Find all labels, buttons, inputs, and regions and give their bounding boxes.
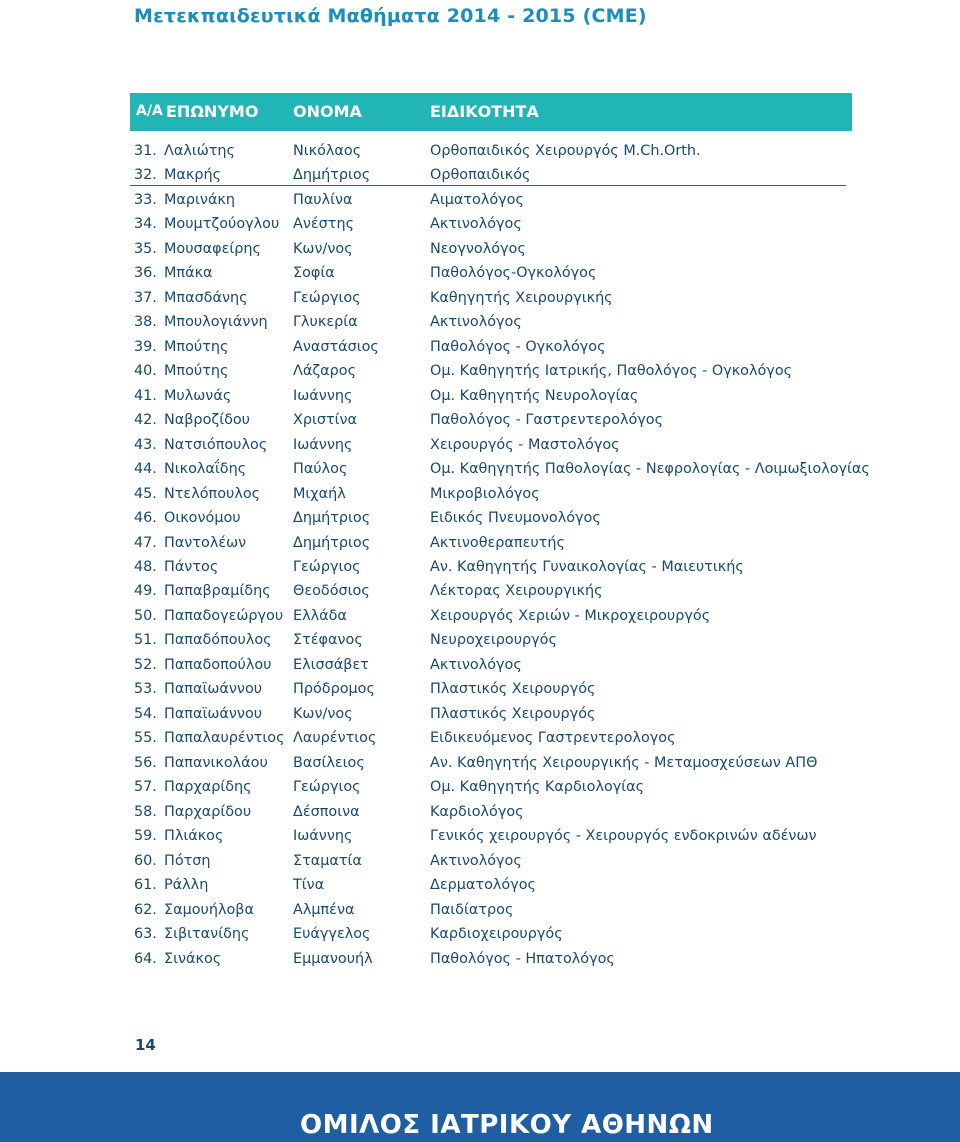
row-name: Θεοδόσιος bbox=[293, 583, 370, 600]
row-name: Βασίλειος bbox=[293, 754, 365, 771]
row-surname: Παντολέων bbox=[164, 534, 247, 551]
row-surname: Πότση bbox=[164, 852, 211, 869]
row-index: 47. bbox=[134, 534, 157, 551]
row-name: Δημήτριος bbox=[293, 167, 371, 184]
row-index: 42. bbox=[134, 412, 157, 429]
row-index: 54. bbox=[134, 705, 157, 722]
row-name: Ιωάννης bbox=[293, 387, 353, 404]
row-specialty: Ομ. Καθηγητής Παθολογίας - Νεφρολογίας - Λοιμωξιολογίας bbox=[430, 461, 870, 478]
row-specialty: Παθολόγος - Γαστρεντερολόγος bbox=[430, 412, 664, 429]
row-index: 60. bbox=[134, 852, 157, 869]
row-index: 59. bbox=[134, 828, 157, 845]
row-specialty: Παιδίατρος bbox=[430, 901, 514, 918]
row-surname: Οικονόμου bbox=[164, 510, 241, 527]
footer-bar bbox=[0, 1072, 960, 1142]
row-name: Γεώργιος bbox=[293, 558, 361, 575]
footer-brand: ΟΜΙΛΟΣ ΙΑΤΡΙΚΟΥ ΑΘΗΝΩΝ bbox=[300, 1110, 714, 1140]
row-index: 46. bbox=[134, 510, 157, 527]
row-surname: Μπούτης bbox=[164, 338, 229, 355]
row-specialty: Μικροβιολόγος bbox=[430, 485, 540, 502]
row-specialty: Αν. Καθηγητής Χειρουργικής - Μεταμοσχεύσεων ΑΠΘ bbox=[430, 754, 818, 771]
row-name: Παύλος bbox=[293, 461, 348, 478]
header-name: ΟΝΟΜΑ bbox=[293, 102, 362, 121]
row-specialty: Ειδικευόμενος Γαστρεντερολογος bbox=[430, 730, 676, 747]
row-index: 32. bbox=[134, 167, 157, 184]
row-specialty: Ορθοπαιδικός Χειρουργός M.Ch.Orth. bbox=[430, 143, 701, 159]
row-surname: Παπαϊωάννου bbox=[164, 705, 263, 722]
row-surname: Παπαϊωάννου bbox=[164, 681, 263, 698]
row-index: 31. bbox=[134, 143, 157, 159]
row-specialty: Παθολόγος-Ογκολόγος bbox=[430, 265, 597, 282]
row-surname: Παρχαρίδης bbox=[164, 779, 252, 796]
row-index: 33. bbox=[134, 191, 157, 208]
row-specialty: Νεογνολόγος bbox=[430, 240, 526, 257]
row-name: Χριστίνα bbox=[293, 412, 358, 429]
row-name: Λάζαρος bbox=[293, 363, 357, 380]
row-surname: Μουσαφείρης bbox=[164, 240, 261, 257]
row-name: Σοφία bbox=[293, 265, 335, 282]
row-surname: Μακρής bbox=[164, 167, 222, 184]
row-surname: Μπάκα bbox=[164, 265, 213, 282]
header-surname: ΕΠΩΝΥΜΟ bbox=[166, 102, 259, 121]
row-index: 58. bbox=[134, 803, 157, 820]
row-name: Κων/νος bbox=[293, 705, 353, 722]
row-surname: Ναβροζίδου bbox=[164, 412, 251, 429]
row-index: 53. bbox=[134, 681, 157, 698]
row-specialty: Δερματολόγος bbox=[430, 877, 536, 894]
row-index: 38. bbox=[134, 314, 157, 331]
row-name: Ιωάννης bbox=[293, 436, 353, 453]
table-header bbox=[130, 93, 852, 131]
row-specialty: Πλαστικός Χειρουργός bbox=[430, 705, 596, 722]
row-surname: Μαρινάκη bbox=[164, 191, 236, 208]
row-name: Λαυρέντιος bbox=[293, 730, 377, 747]
row-specialty: Νευροχειρουργός bbox=[430, 632, 557, 649]
row-name: Δημήτριος bbox=[293, 510, 371, 527]
row-specialty: Καρδιολόγος bbox=[430, 803, 524, 820]
row-surname: Πλιάκος bbox=[164, 828, 224, 845]
row-specialty: Πλαστικός Χειρουργός bbox=[430, 681, 596, 698]
row-name: Νικόλαος bbox=[293, 143, 362, 159]
row-index: 44. bbox=[134, 461, 157, 478]
row-specialty: Αιματολόγος bbox=[430, 191, 524, 208]
row-index: 39. bbox=[134, 338, 157, 355]
row-specialty: Ακτινολόγος bbox=[430, 656, 522, 673]
row-specialty: Ακτινολόγος bbox=[430, 852, 522, 869]
row-index: 51. bbox=[134, 632, 157, 649]
row-index: 62. bbox=[134, 901, 157, 918]
row-surname: Σαμουήλοβα bbox=[164, 901, 254, 918]
row-index: 50. bbox=[134, 607, 157, 624]
row-index: 40. bbox=[134, 363, 157, 380]
row-specialty: Ακτινολόγος bbox=[430, 216, 522, 233]
row-name: Ευάγγελος bbox=[293, 926, 371, 943]
row-name: Αλμπένα bbox=[293, 901, 355, 918]
row-index: 34. bbox=[134, 216, 157, 233]
row-name: Δημήτριος bbox=[293, 534, 371, 551]
row-index: 52. bbox=[134, 656, 157, 673]
row-surname: Μπούτης bbox=[164, 363, 229, 380]
row-surname: Μπουλογιάννη bbox=[164, 314, 268, 331]
row-surname: Μπασδάνης bbox=[164, 289, 248, 306]
row-specialty: Ακτινολόγος bbox=[430, 314, 522, 331]
row-surname: Παπαβραμίδης bbox=[164, 583, 271, 600]
row-surname: Πάντος bbox=[164, 558, 219, 575]
row-name: Ελλάδα bbox=[293, 607, 347, 624]
row-name: Γεώργιος bbox=[293, 289, 361, 306]
row-surname: Παπαδογεώργου bbox=[164, 607, 284, 624]
row-surname: Νικολαΐδης bbox=[164, 461, 247, 478]
row-specialty: Παθολόγος - Ογκολόγος bbox=[430, 338, 606, 355]
page-title: Μετεκπαιδευτικά Μαθήματα 2014 - 2015 (CME) bbox=[134, 5, 647, 27]
row-name: Ελισσάβετ bbox=[293, 656, 369, 673]
row-specialty: Ομ. Καθηγητής Ιατρικής, Παθολόγος - Ογκολόγος bbox=[430, 363, 793, 380]
row-surname: Παπαλαυρέντιος bbox=[164, 730, 285, 747]
row-index: 43. bbox=[134, 436, 157, 453]
row-surname: Μυλωνάς bbox=[164, 387, 232, 404]
row-name: Εμμανουήλ bbox=[293, 950, 373, 967]
row-index: 57. bbox=[134, 779, 157, 796]
header-specialty: ΕΙΔΙΚΟΤΗΤΑ bbox=[430, 102, 539, 121]
row-name: Κων/νος bbox=[293, 240, 353, 257]
row-name: Πρόδρομος bbox=[293, 681, 375, 698]
row-specialty: Καρδιοχειρουργός bbox=[430, 926, 563, 943]
row-specialty: Ομ. Καθηγητής Καρδιολογίας bbox=[430, 779, 645, 796]
row-specialty: Ακτινοθεραπευτής bbox=[430, 534, 565, 551]
row-index: 35. bbox=[134, 240, 157, 257]
row-name: Στέφανος bbox=[293, 632, 363, 649]
row-specialty: Ορθοπαιδικός bbox=[430, 167, 531, 184]
row-name: Ιωάννης bbox=[293, 828, 353, 845]
row-index: 45. bbox=[134, 485, 157, 502]
row-specialty: Χειρουργός Χεριών - Μικροχειρουργός bbox=[430, 607, 711, 624]
row-specialty: Ειδικός Πνευμονολόγος bbox=[430, 510, 601, 527]
row-index: 63. bbox=[134, 926, 157, 943]
row-specialty: Γενικός χειρουργός - Χειρουργός ενδοκρινών αδένων bbox=[430, 828, 817, 845]
row-surname: Λαλιώτης bbox=[164, 143, 235, 159]
row-name: Δέσποινα bbox=[293, 803, 360, 820]
row-surname: Παπαδοπούλου bbox=[164, 656, 272, 673]
row-index: 36. bbox=[134, 265, 157, 282]
row-surname: Ράλλη bbox=[164, 877, 209, 894]
row-surname: Νατσιόπουλος bbox=[164, 436, 268, 453]
row-name: Παυλίνα bbox=[293, 191, 353, 208]
row-name: Αναστάσιος bbox=[293, 338, 379, 355]
header-idx: Α/Α bbox=[136, 103, 163, 119]
page-number: 14 bbox=[135, 1036, 156, 1054]
row-specialty: Χειρουργός - Μαστολόγος bbox=[430, 436, 620, 453]
row-specialty: Παθολόγος - Ηπατολόγος bbox=[430, 950, 615, 967]
row-surname: Σιβιτανίδης bbox=[164, 926, 250, 943]
row-surname: Ντελόπουλος bbox=[164, 485, 261, 502]
row-surname: Παπαδόπουλος bbox=[164, 632, 272, 649]
row-index: 41. bbox=[134, 387, 157, 404]
row-surname: Σινάκος bbox=[164, 950, 222, 967]
row-index: 48. bbox=[134, 558, 157, 575]
row-index: 49. bbox=[134, 583, 157, 600]
row-specialty: Καθηγητής Χειρουργικής bbox=[430, 289, 613, 306]
row-name: Τίνα bbox=[293, 877, 325, 894]
row-name: Ανέστης bbox=[293, 216, 355, 233]
row-index: 61. bbox=[134, 877, 157, 894]
row-name: Γεώργιος bbox=[293, 779, 361, 796]
row-index: 55. bbox=[134, 730, 157, 747]
row-name: Σταματία bbox=[293, 852, 362, 869]
row-surname: Παρχαρίδου bbox=[164, 803, 252, 820]
row-index: 56. bbox=[134, 754, 157, 771]
row-surname: Παπανικολάου bbox=[164, 754, 268, 771]
row-specialty: Λέκτορας Χειρουργικής bbox=[430, 583, 603, 600]
row-name: Γλυκερία bbox=[293, 314, 358, 331]
row-index: 37. bbox=[134, 289, 157, 306]
row-specialty: Αν. Καθηγητής Γυναικολογίας - Μαιευτικής bbox=[430, 558, 744, 575]
row-index: 64. bbox=[134, 950, 157, 967]
row-name: Μιχαήλ bbox=[293, 485, 346, 502]
row-specialty: Ομ. Καθηγητής Νευρολογίας bbox=[430, 387, 639, 404]
row-surname: Μουμτζούογλου bbox=[164, 216, 280, 233]
